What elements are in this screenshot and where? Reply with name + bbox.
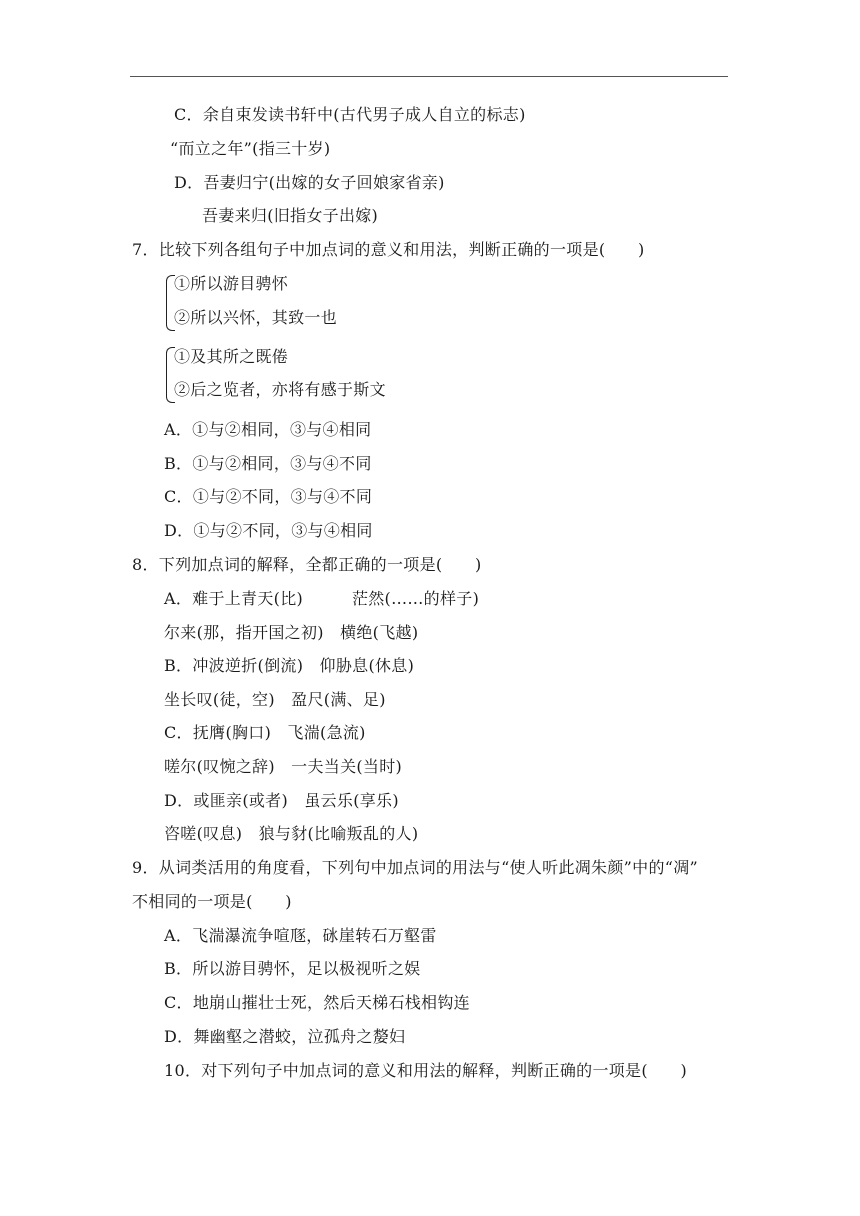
q8-option-c-line1: C．抚膺(胸口) 飞湍(急流)	[164, 723, 366, 742]
q8-option-b-line2: 坐长叹(徒，空) 盈尺(满、足)	[164, 690, 386, 709]
q8-option-d-line1: D．或匪亲(或者) 虽云乐(享乐)	[164, 791, 399, 810]
q9-stem-line1: 9．从词类活用的角度看，下列句中加点词的用法与“使人听此凋朱颜”中的“凋”	[132, 858, 698, 877]
q6-option-d-line1: D．吾妻归宁(出嫁的女子回娘家省亲)	[174, 173, 445, 192]
q7-option-c: C．①与②不同，③与④不同	[164, 487, 373, 506]
q8-option-a-line2: 尔来(那，指开国之初) 横绝(飞越)	[164, 623, 419, 642]
q9-option-b: B．所以游目骋怀，足以极视听之娱	[164, 959, 421, 978]
q7-option-a: A．①与②相同，③与④相同	[164, 420, 372, 439]
q6-option-d-line2: 吾妻来归(旧指女子出嫁)	[202, 206, 379, 225]
q6-option-c-line2: “而立之年”(指三十岁)	[170, 139, 331, 158]
header-rule	[130, 76, 728, 77]
q9-option-a: A．飞湍瀑流争喧豗，砯崖转石万壑雷	[164, 926, 437, 945]
q9-option-d: D．舞幽壑之潜蛟，泣孤舟之嫠妇	[164, 1027, 406, 1046]
q8-option-b-line1: B．冲波逆折(倒流) 仰胁息(休息)	[164, 656, 415, 675]
q6-option-c-line1: C．余自束发读书轩中(古代男子成人自立的标志)	[174, 105, 526, 124]
q7-group2-sentence1: ①及其所之既倦	[174, 347, 289, 366]
q7-option-b: B．①与②相同，③与④不同	[164, 454, 372, 473]
q7-stem: 7．比较下列各组句子中加点词的意义和用法，判断正确的一项是( )	[132, 240, 645, 259]
q8-stem: 8．下列加点词的解释，全都正确的一项是( )	[132, 555, 482, 574]
q9-option-c: C．地崩山摧壮士死，然后天梯石栈相钩连	[164, 993, 470, 1012]
q7-group2-sentence2: ②后之览者，亦将有感于斯文	[174, 380, 386, 399]
q8-option-c-line2: 嗟尔(叹惋之辞) 一夫当关(当时)	[164, 757, 403, 776]
q7-option-d: D．①与②不同，③与④相同	[164, 521, 373, 540]
q9-stem-line2: 不相同的一项是( )	[132, 892, 292, 911]
q7-group1-sentence2: ②所以兴怀，其致一也	[174, 308, 338, 327]
q8-option-a-line1: A．难于上青天(比) 茫然(……的样子)	[164, 589, 480, 608]
q8-option-d-line2: 咨嗟(叹息) 狼与豺(比喻叛乱的人)	[164, 824, 419, 843]
q7-group1-sentence1: ①所以游目骋怀	[174, 274, 289, 293]
q10-stem: 10．对下列句子中加点词的意义和用法的解释，判断正确的一项是( )	[164, 1061, 688, 1080]
